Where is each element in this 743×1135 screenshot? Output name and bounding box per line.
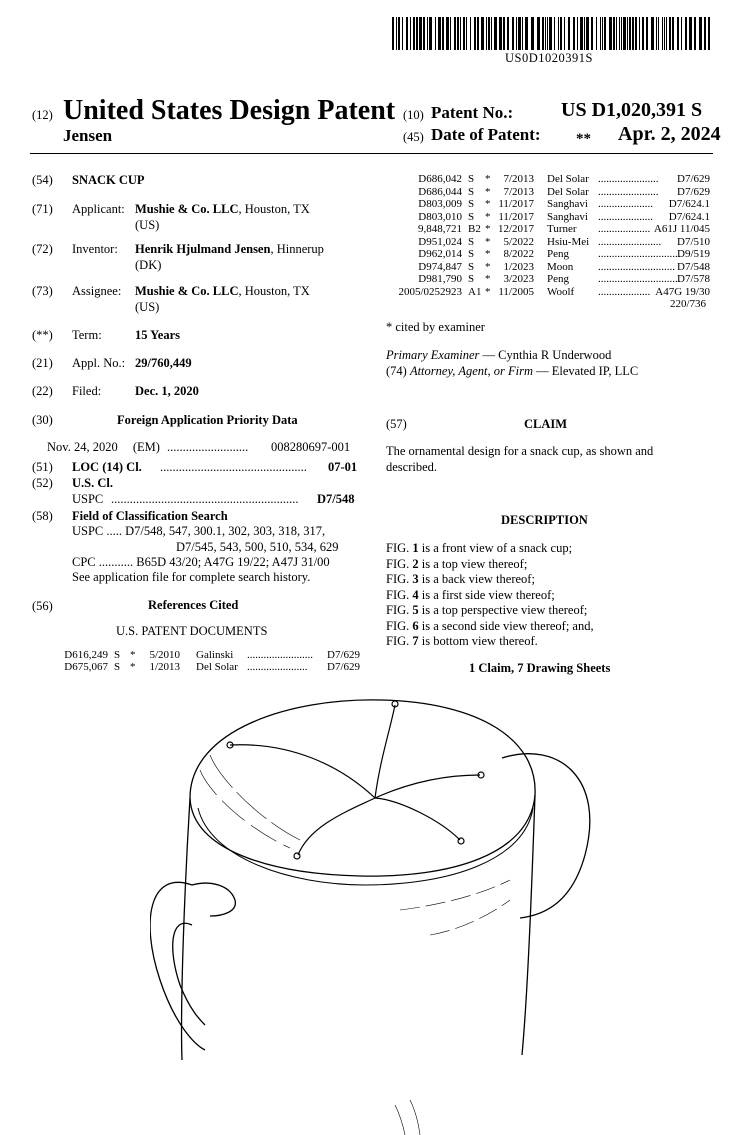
attorney-name: — Elevated IP, LLC [532, 364, 639, 378]
reference-star: * [485, 198, 491, 210]
field-search-cpc: CPC ........... B65D 43/20; A47G 19/22; A47J 31/00 [72, 555, 330, 569]
reference-star: * [485, 235, 491, 248]
reference-date: 1/2013 [149, 661, 180, 673]
barcode-bar [486, 17, 487, 50]
figure-description-text: is bottom view thereof. [418, 634, 538, 648]
claim-text-line2: described. [386, 460, 438, 474]
reference-name: Woolf [547, 285, 575, 298]
barcode-bar [460, 17, 461, 50]
reference-continuation: 220/736 [670, 298, 707, 310]
barcode-bar [410, 17, 411, 50]
appl-no-value: 29/760,449 [135, 356, 192, 370]
reference-star: * [485, 173, 491, 185]
barcode-bar [666, 17, 667, 50]
barcode-bar [584, 17, 585, 50]
reference-star: * [485, 273, 491, 285]
reference-dots: ............................ [598, 260, 675, 273]
us-cl-label: U.S. Cl. [72, 476, 113, 490]
inid-code-74: (74) [386, 364, 407, 378]
reference-kind: S [468, 273, 475, 285]
barcode-bar [591, 17, 593, 50]
reference-kind: S [468, 260, 475, 273]
barcode-bar [669, 17, 671, 50]
inid-code-45: (45) [403, 130, 424, 144]
figure-description-line [386, 588, 555, 603]
barcode [392, 17, 710, 50]
filed-label: Filed: [72, 384, 102, 398]
barcode-bar [694, 17, 696, 50]
barcode-bar [662, 17, 663, 50]
figure-prefix: FIG. [386, 603, 413, 617]
body-hatch-3 [410, 1100, 420, 1135]
barcode-bar [623, 17, 626, 50]
reference-star: * [485, 260, 491, 273]
reference-name: Del Solar [547, 185, 589, 198]
reference-star: * [485, 210, 491, 223]
patent-no-label: Patent No.: [431, 103, 514, 122]
figure-description-text: is a top view thereof; [418, 556, 528, 571]
figure-description-line [386, 541, 572, 556]
handle-front-outer [150, 882, 205, 1050]
barcode-bar [677, 17, 679, 50]
barcode-bar [627, 17, 628, 50]
inid-code-54: (54) [32, 173, 53, 187]
barcode-bar [429, 17, 432, 50]
barcode-bar [596, 17, 597, 50]
reference-no: D675,067 [64, 661, 108, 673]
lid-highlight-1 [210, 755, 300, 840]
figure-description-line [386, 557, 527, 572]
loc-dots: ............................................... [160, 460, 307, 474]
inid-code-56: (56) [32, 599, 53, 613]
figure-description-text: is a first side view thereof; [418, 587, 555, 602]
date-of-patent: Apr. 2, 2024 [618, 123, 721, 145]
description-heading: DESCRIPTION [501, 513, 588, 527]
term-value: 15 Years [135, 328, 181, 342]
barcode-bar [560, 17, 562, 50]
reference-dots: .............................. [598, 273, 681, 285]
reference-no: D981,790 [418, 273, 462, 285]
barcode-bar [613, 17, 615, 50]
barcode-bar [545, 17, 546, 50]
body-hatch-2 [430, 900, 510, 935]
reference-cls: D7/629 [677, 185, 710, 198]
barcode-bar [602, 17, 603, 50]
barcode-bar [568, 17, 570, 50]
uspc-value: D7/548 [317, 492, 355, 506]
reference-name: Sanghavi [547, 198, 588, 210]
barcode-bar [542, 17, 544, 50]
reference-cls: D7/578 [677, 273, 710, 285]
reference-date: 12/2017 [497, 223, 534, 235]
barcode-bar [516, 17, 517, 50]
body-hatch-4 [395, 1105, 405, 1135]
barcode-bar [419, 17, 422, 50]
reference-date: 5/2010 [149, 649, 180, 661]
reference-star: * [130, 661, 136, 673]
figure-prefix: FIG. [386, 541, 413, 555]
barcode-bar [708, 17, 710, 50]
field-search-note: See application file for complete search history. [72, 570, 311, 584]
examiner-label: Primary Examiner [386, 348, 480, 362]
inid-code-73: (73) [32, 284, 53, 298]
barcode-bar [681, 17, 682, 50]
barcode-bar [488, 17, 490, 50]
reference-cls: A61J 11/045 [653, 223, 710, 235]
reference-no: D974,847 [418, 260, 462, 273]
barcode-bar [457, 17, 459, 50]
barcode-bar [629, 17, 631, 50]
reference-cls: D7/629 [327, 649, 360, 661]
barcode-bar [651, 17, 654, 50]
reference-cls: D7/624.1 [668, 198, 710, 210]
claims-sheets-summary: 1 Claim, 7 Drawing Sheets [469, 661, 611, 675]
reference-cls: D7/629 [327, 661, 360, 673]
barcode-bar [664, 17, 665, 50]
figure-description-line [386, 603, 587, 618]
inventor-label: Inventor: [72, 242, 118, 256]
figure-description-text: is a back view thereof; [418, 572, 535, 586]
figure-number: 2 [412, 556, 419, 571]
reference-star: * [485, 248, 491, 260]
slit-end-5 [458, 838, 464, 844]
barcode-bar [586, 17, 589, 50]
reference-name: Turner [547, 223, 577, 235]
patent-number: US D1,020,391 S [561, 99, 703, 121]
reference-no: D951,024 [418, 235, 462, 248]
reference-star: * [485, 185, 491, 198]
barcode-bar [507, 17, 509, 50]
inid-code-22: (22) [32, 384, 53, 398]
barcode-bar [604, 17, 606, 50]
barcode-bar [518, 17, 521, 50]
reference-dots: ................... [598, 223, 651, 235]
barcode-bar [554, 17, 555, 50]
uspc-label: USPC [72, 492, 104, 506]
reference-dots: .................... [598, 210, 653, 223]
figure-prefix: FIG. [386, 572, 413, 586]
term-label: Term: [72, 328, 102, 342]
foreign-date: Nov. 24, 2020 [47, 440, 118, 454]
examiner-name: — Cynthia R Underwood [479, 348, 612, 362]
barcode-bar [580, 17, 583, 50]
uspc-dots: ............................................................ [111, 492, 299, 506]
assignee-label: Assignee: [72, 284, 122, 298]
barcode-bar [470, 17, 471, 50]
reference-no: D803,010 [418, 210, 462, 223]
reference-no: D962,014 [418, 248, 462, 260]
reference-kind: S [114, 661, 121, 673]
barcode-bar [442, 17, 444, 50]
reference-dots: ....................... [598, 235, 662, 248]
barcode-bar [577, 17, 578, 50]
reference-kind: S [468, 185, 475, 198]
barcode-bar [573, 17, 575, 50]
appl-no-label: Appl. No.: [72, 356, 126, 370]
reference-name: Peng [547, 273, 569, 285]
barcode-bar [438, 17, 441, 50]
figure-description-line [386, 619, 594, 634]
barcode-bar [672, 17, 674, 50]
reference-name: Sanghavi [547, 210, 588, 223]
figure-prefix: FIG. [386, 618, 413, 633]
barcode-bar [635, 17, 637, 50]
barcode-bar [621, 17, 622, 50]
reference-dots: ................... [598, 285, 651, 298]
reference-dots: .............................. [598, 248, 681, 260]
figure-description-line [386, 634, 538, 649]
barcode-bar [658, 17, 659, 50]
reference-cls: D7/510 [677, 235, 710, 248]
reference-date: 11/2005 [498, 285, 534, 298]
reference-name: Hsiu-Mei [547, 235, 590, 248]
barcode-bar [402, 17, 403, 50]
inid-code-71: (71) [32, 202, 53, 216]
inventor-country: (DK) [135, 258, 162, 272]
inid-code-58: (58) [32, 509, 53, 523]
barcode-bar [474, 17, 476, 50]
date-term-mark: ** [576, 131, 591, 147]
figure-number: 4 [412, 587, 419, 602]
assignee-name: Mushie & Co. LLC [135, 284, 239, 298]
reference-name: Galinski [196, 649, 234, 661]
foreign-app-number: 008280697-001 [271, 440, 351, 454]
barcode-number: US0D1020391S [505, 51, 593, 65]
foreign-office: (EM) [132, 440, 160, 454]
barcode-bar [499, 17, 502, 50]
inventor-name: Henrik Hjulmand Jensen [135, 242, 271, 256]
applicant-label: Applicant: [72, 202, 125, 216]
barcode-bar [600, 17, 601, 50]
barcode-bar [619, 17, 620, 50]
cited-by-examiner: * cited by examiner [386, 320, 485, 334]
body-hatch-1 [400, 880, 510, 910]
reference-date: 8/2022 [503, 248, 534, 260]
attorney-label: Attorney, Agent, or Firm [409, 364, 533, 378]
figure-description-line [386, 572, 535, 587]
figure-number: 3 [412, 572, 419, 586]
reference-kind: S [468, 173, 475, 185]
barcode-bar [435, 17, 436, 50]
reference-kind: S [468, 235, 475, 248]
barcode-bar [413, 17, 415, 50]
inid-code-57: (57) [386, 417, 407, 431]
reference-cls: D7/629 [677, 173, 710, 185]
barcode-bar [656, 17, 657, 50]
barcode-bar [446, 17, 449, 50]
barcode-bar [392, 17, 394, 50]
barcode-bar [537, 17, 540, 50]
barcode-bar [531, 17, 534, 50]
barcode-bar [481, 17, 484, 50]
slit-end-4 [294, 853, 300, 859]
figure-description-text: is a second side view thereof; and, [418, 618, 594, 633]
reference-kind: S [468, 210, 475, 223]
barcode-bar [503, 17, 505, 50]
barcode-bar [564, 17, 565, 50]
reference-star: * [130, 649, 136, 661]
barcode-bar [699, 17, 702, 50]
reference-cls: D7/624.1 [668, 210, 710, 223]
foreign-priority-row [47, 440, 248, 455]
claim-heading: CLAIM [524, 417, 568, 431]
foreign-dots: .......................... [167, 440, 249, 454]
applicant-country: (US) [135, 218, 160, 232]
barcode-bar [491, 17, 492, 50]
inid-code-10: (10) [403, 108, 424, 122]
barcode-bar [689, 17, 692, 50]
slit-3 [375, 775, 480, 798]
field-search-uspc-line2: D7/545, 543, 500, 510, 534, 629 [176, 540, 339, 554]
reference-date: 7/2013 [503, 173, 534, 185]
inid-code-72: (72) [32, 242, 53, 256]
reference-cls: A47G 19/30 [655, 285, 710, 298]
document-title: United States Design Patent [63, 95, 396, 126]
foreign-priority-heading: Foreign Application Priority Data [117, 413, 298, 427]
barcode-bar [558, 17, 559, 50]
figure-description-text: is a top perspective view thereof; [418, 603, 588, 617]
inid-code-21: (21) [32, 356, 53, 370]
inid-code-52: (52) [32, 476, 53, 490]
figure-number: 7 [412, 634, 419, 648]
reference-date: 3/2023 [503, 273, 534, 285]
applicant-name: Mushie & Co. LLC [135, 202, 239, 216]
figure-number: 1 [412, 541, 419, 555]
slit-4 [298, 798, 375, 855]
figure-prefix: FIG. [386, 587, 413, 602]
reference-kind: S [468, 248, 475, 260]
cup-left-side [182, 798, 190, 1060]
barcode-bar [639, 17, 640, 50]
snack-cup-drawing [150, 680, 620, 1135]
barcode-bar [466, 17, 467, 50]
reference-star: * [485, 223, 491, 235]
reference-dots: ...................... [598, 185, 659, 198]
barcode-bar [512, 17, 514, 50]
reference-kind: A1 [468, 285, 482, 298]
inid-code-51: (51) [32, 460, 53, 474]
barcode-bar [642, 17, 644, 50]
header-inventor-surname: Jensen [63, 126, 113, 145]
us-patent-documents-heading: U.S. PATENT DOCUMENTS [116, 624, 268, 638]
barcode-bar [396, 17, 397, 50]
barcode-bar [685, 17, 687, 50]
inventor-location: , Hinnerup [270, 242, 324, 256]
figure-description-text: is a front view of a snack cup; [418, 541, 573, 555]
barcode-bar [522, 17, 523, 50]
reference-cls: D7/548 [677, 260, 710, 273]
reference-date: 5/2022 [503, 235, 534, 248]
lid-rim-line [198, 808, 533, 885]
reference-star: * [485, 285, 491, 298]
field-search-label: Field of Classification Search [72, 509, 228, 523]
references-heading: References Cited [148, 598, 239, 612]
barcode-bar [454, 17, 456, 50]
lid-outline [190, 700, 535, 876]
barcode-bar [547, 17, 548, 50]
handle-front-inner [173, 923, 205, 1025]
reference-dots: ...................... [598, 173, 659, 185]
figure-prefix: FIG. [386, 556, 413, 571]
date-of-patent-label: Date of Patent: [431, 125, 541, 144]
barcode-bar [646, 17, 648, 50]
reference-name: Del Solar [547, 173, 589, 185]
reference-name: Del Solar [196, 661, 238, 673]
handle-top-curl [192, 883, 235, 916]
reference-no: D686,042 [418, 173, 462, 185]
reference-date: 11/2017 [498, 198, 534, 210]
reference-kind: B2 [468, 223, 481, 235]
invention-title: SNACK CUP [72, 173, 145, 187]
barcode-bar [704, 17, 706, 50]
reference-dots: .................... [598, 198, 653, 210]
assignee-country: (US) [135, 300, 160, 314]
barcode-bar [427, 17, 428, 50]
loc-value: 07-01 [328, 460, 358, 474]
filed-value: Dec. 1, 2020 [135, 384, 199, 398]
assignee-location: , Houston, TX [238, 284, 310, 298]
claim-text-line1: The ornamental design for a snack cup, as shown and [386, 444, 654, 458]
barcode-bar [616, 17, 617, 50]
inid-code-30: (30) [32, 413, 53, 427]
barcode-bar [406, 17, 408, 50]
barcode-bar [423, 17, 425, 50]
reference-name: Moon [547, 260, 574, 273]
figure-number: 6 [412, 618, 419, 633]
reference-kind: S [468, 198, 475, 210]
barcode-bar [398, 17, 400, 50]
reference-no: 9,848,721 [418, 223, 462, 235]
barcode-bar [549, 17, 552, 50]
reference-cls: D9/519 [677, 248, 710, 260]
reference-no: D616,249 [64, 649, 108, 661]
slit-1 [230, 745, 375, 798]
slit-2 [375, 705, 395, 798]
reference-dots: ........................ [247, 649, 313, 661]
reference-no: D803,009 [418, 198, 462, 210]
reference-name: Peng [547, 248, 569, 260]
barcode-bar [463, 17, 465, 50]
reference-no: 2005/0252923 [398, 285, 462, 298]
header-rule [30, 153, 713, 154]
barcode-bar [609, 17, 612, 50]
reference-kind: S [114, 649, 121, 661]
loc-label: LOC (14) Cl. [72, 460, 142, 474]
inid-code-term: (**) [32, 328, 53, 342]
applicant-location: , Houston, TX [238, 202, 310, 216]
reference-no: D686,044 [418, 185, 462, 198]
barcode-bar [477, 17, 479, 50]
figure-prefix: FIG. [386, 634, 413, 648]
reference-date: 1/2023 [503, 260, 534, 273]
reference-dots: ...................... [247, 661, 308, 673]
barcode-bar [416, 17, 418, 50]
reference-date: 7/2013 [503, 185, 534, 198]
barcode-bar [494, 17, 497, 50]
reference-date: 11/2017 [498, 210, 534, 223]
figure-number: 5 [412, 603, 419, 617]
cup-right-side [522, 795, 535, 1055]
field-search-uspc-line1: USPC ..... D7/548, 547, 300.1, 302, 303, 318, 317, [72, 524, 326, 538]
barcode-bar [450, 17, 451, 50]
inid-code-12: (12) [32, 108, 53, 122]
barcode-bar [525, 17, 528, 50]
slit-5 [375, 798, 460, 840]
barcode-bar [632, 17, 634, 50]
